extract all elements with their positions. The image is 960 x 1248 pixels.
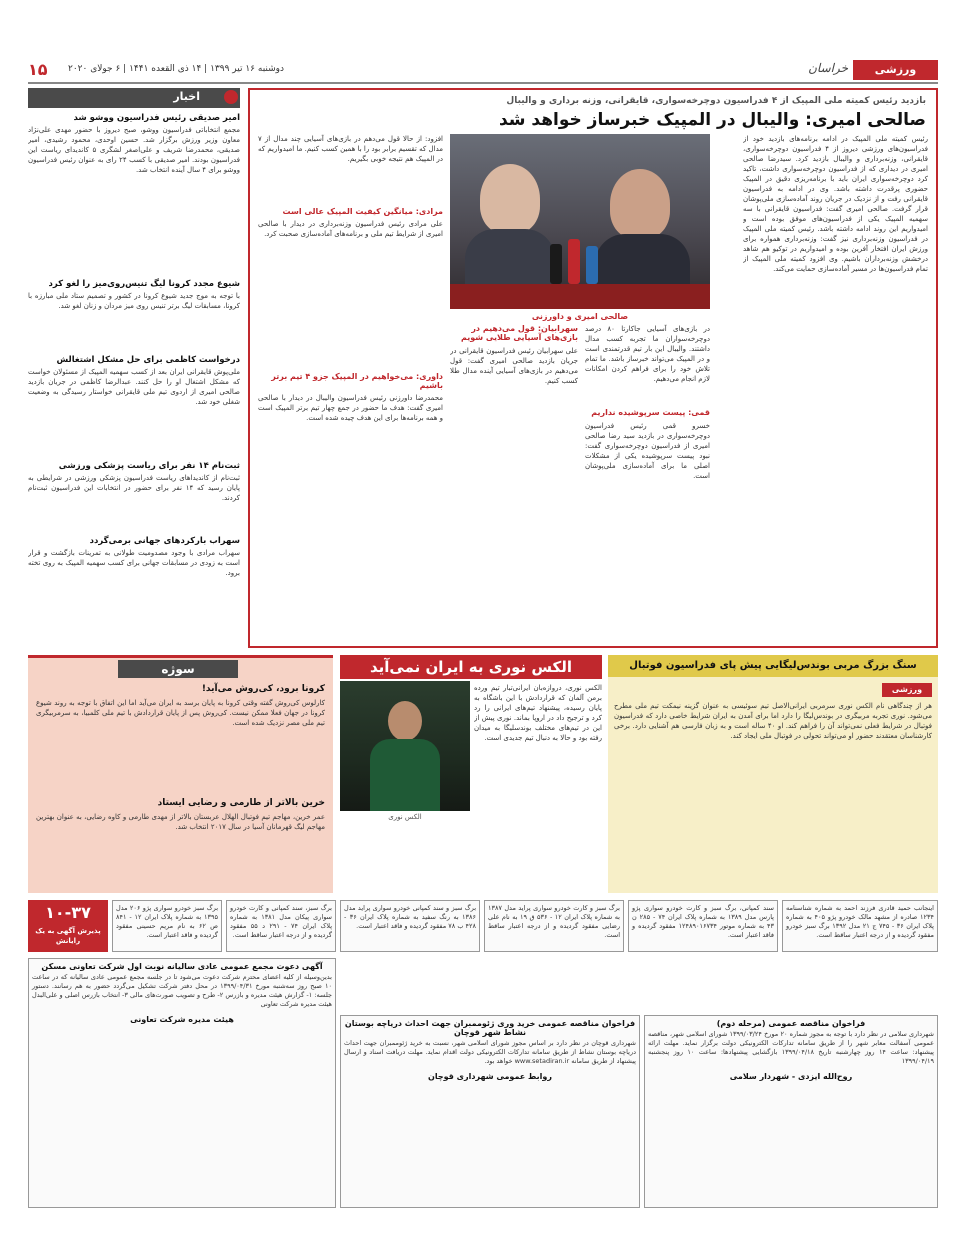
news-column-title: اخبار [28, 88, 240, 108]
alex-photo [340, 681, 470, 811]
ad-salami-tender [644, 1015, 938, 1208]
page-number: ۱۵ [28, 60, 48, 79]
main-supertitle: بازدید رئیس کمیته ملی المپیک از ۴ فدراسیون دوچرخه‌سواری، قایقرانی، وزنه برداری و والیبال [506, 96, 926, 106]
sang-body: هر از چندگاهی نام الکس نوری سرمربی ایرانی‌الاصل تیم سوئیسی به عنوان گزینه نیمکت تیم ملی مطرح می‌شود. نوری تجربه مربیگری در بوندس‌لیگا را دارد اما برای آمدن به ایران شرایط خاصی دارد که فدراسیون فوتبال در شرایط فعلی نمی‌تواند آن را فراهم کند. او ۴۰ ساله است و به زبان فارسی هم آشنایی دارد. برخی کارشناسان معتقدند حضور او می‌تواند تحولی در فوتبال ملی ایجاد کند. [614, 702, 932, 740]
news-item [28, 278, 240, 348]
ad-signer: روابط عمومی شهرداری قوچان [428, 1072, 552, 1081]
ad-title: آگهی دعوت مجمع عمومی عادی سالیانه نوبت اول شرکت تعاونی مسکن [41, 962, 323, 971]
sozhe-body: عمر خرین، مهاجم تیم فوتبال الهلال عربستان بالاتر از مهدی طارمی و کاوه رضایی، به عنوان بهترین مهاجم لیگ قهرمانان آسیا در سال ۲۰۱۷ انتخاب شد. [36, 813, 325, 831]
sozhe-label: سوژه [118, 660, 238, 678]
news-body: ملی‌پوش قایقرانی ایران بعد از کسب سهمیه المپیک از مسئولان خواست که مشکل اشتغال او را حل کنند. عبدالرضا کاظمی در جریان بازدید صالحی امیری از اردوی تیم ملی قایقرانی خواستار رسیدگی به وضعیت شغلی خود شد. [28, 368, 240, 406]
news-item [28, 354, 240, 454]
ads-number-box [28, 900, 108, 952]
page-header [28, 58, 938, 84]
alex-caption: الکس نوری [388, 813, 422, 821]
classified-ad-text: برگ سبز و سند کمپانی خودرو سواری پراید مدل ۱۳۸۶ به رنگ سفید به شماره پلاک ایران ۳۶ - ۴۲۸ ب ۷۸ مفقود گردیده و فاقد اعتبار است. [344, 904, 476, 930]
news-body: با توجه به موج جدید شیوع کرونا در کشور و تصمیم ستاد ملی مبارزه با کرونا، مسابقات لیگ برتر تنیس روی میز مردان و زنان لغو شد. [28, 292, 240, 310]
player-head-figure [388, 701, 422, 741]
sozhe-box [28, 655, 333, 893]
news-bullet-icon [224, 90, 238, 104]
classified-ad-text: برگ سبز و کارت خودرو سواری پراید مدل ۱۳۸۷ به شماره پلاک ایران ۱۲ - ۵۳۶ ق ۱۹ به نام علی رضایی مفقود گردیده و از درجه اعتبار ساقط است. [488, 904, 620, 939]
sang-story [608, 655, 938, 893]
person-left-figure [480, 164, 540, 234]
ad-title: فراخوان مناقصه عمومی خرید وری ژئوممبران جهت احداث دریاچه بوستان نشاط شهر قوچان [344, 1019, 636, 1037]
sub-body: محمدرضا داورزنی رئیس فدراسیون والیبال در دیدار با صالحی امیری گفت: هدف ما حضور در جمع چهار تیم برتر المپیک است و همه برنامه‌ها برای این هدف چیده شده است. [258, 394, 443, 422]
classified-ad [484, 900, 624, 952]
news-headline: شیوع مجدد کرونا لیگ تنیس‌روی‌میز را لغو کرد [48, 279, 240, 289]
classified-ad-text: اینجانب حمید قادری فرزند احمد به شماره شناسنامه ۱۲۳۴ صادره از مشهد مالک خودرو پژو ۴۰۵ به شماره پلاک ایران ۳۶ - ۷۴۵ ج ۲۱ مدل ۱۳۹۲ برگ سبز خودرو مفقود گردیده و از درجه اعتبار ساقط است. [786, 904, 934, 939]
microphone-icon [568, 239, 580, 284]
ad-quchan-tender [340, 1015, 640, 1208]
classified-ad [226, 900, 336, 952]
classified-ad [112, 900, 222, 952]
sub-body: خسرو قمی رئیس فدراسیون دوچرخه‌سواری در بازدید سید رضا صالحی امیری از فدراسیون دوچرخه‌سواری گفت: نبود پیست سرپوشیده یکی از مشکلات اصلی ما برای آماده‌سازی ملی‌پوشان است. [585, 422, 710, 480]
issue-date: دوشنبه ۱۶ تیر ۱۳۹۹ | ۱۴ ذی القعده ۱۴۴۱ | ۶ جولای ۲۰۲۰ [68, 64, 285, 74]
sub-body: علی سهرابیان رئیس فدراسیون قایقرانی در جریان بازدید صالحی امیری گفت: قول می‌دهیم در بازی‌های آسیایی آینده مدال طلا کسب کنیم. [450, 347, 578, 385]
sang-section-logo: ورزشی [882, 683, 932, 697]
classified-ad [628, 900, 778, 952]
sub-body: علی مرادی رئیس فدراسیون وزنه‌برداری در دیدار با صالحی امیری از شرایط تیم ملی و برنامه‌های آماده‌سازی صحبت کرد. [258, 220, 443, 238]
main-story [248, 88, 938, 648]
ads-number-sub: پذیرش آگهی به یک رایانش [35, 927, 101, 945]
player-shirt-figure [370, 739, 440, 811]
ad-body: بدین‌وسیله از کلیه اعضای محترم شرکت دعوت می‌شود تا در جلسه مجمع عمومی عادی سالیانه که در ساعت ۱۰ صبح روز سه‌شنبه مورخ ۱۳۹۹/۰۴/۳۱ در محل دفتر شرکت تشکیل می‌گردد حضور به هم رسانند. دستور جلسه: ۱- گزارش هیئت مدیره و بازرس ۲- طرح و تصویب صورت‌های مالی ۳- انتخاب بازرس اصلی و علی‌البدل هیئت مدیره شرکت تعاونی [32, 973, 333, 1008]
sub-headline: مرادی: میانگین کیفیت المپیک عالی است [282, 207, 443, 216]
ad-body: شهرداری قوچان در نظر دارد بر اساس مجوز شورای اسلامی شهر، نسبت به خرید ژئوممبران جهت احداث دریاچه بوستان نشاط از طریق سامانه تدارکات الکترونیکی دولت اقدام نماید. مهلت دریافت اسناد و ارسال پیشنهاد از طریق سامانه www.setadiran.ir خواهد بود. [344, 1039, 636, 1065]
main-col-right: رئیس کمیته ملی المپیک در ادامه برنامه‌های بازدید خود از فدراسیون‌های ورزشی دیروز از ۴ فدراسیون دوچرخه‌سواری، قایقرانی، وزنه‌برداری و والیبال بازدید کرد. سیدرضا صالحی امیری در دیداری که از فدراسیون دوچرخه‌سواری داشت، تاکید کرد دوچرخه‌سواری ایران باید با برنامه‌ریزی دقیق در المپیک حضوری پرقدرت داشته باشد. وی در ادامه به فدراسیون قایقرانی رفت و از نزدیک در جریان روند آماده‌سازی ملی‌پوشان قرار گرفت. صالحی امیری گفت: فدراسیون قایقرانی با سه سهمیه المپیک یکی از فدراسیون‌های موفق بوده است و امیدواریم این روند ادامه داشته باشد. رئیس کمیته ملی المپیک در فدراسیون وزنه‌برداری نیز گفت: وزنه‌برداری همواره برای ورزش ایران افتخار آفرین بوده و امیدواریم در توکیو هم شاهد درخشش وزنه‌برداران باشیم. وی افزود کمیته ملی المپیک از تمام فدراسیون‌ها در مسیر آماده‌سازی حمایت می‌کند. [743, 135, 928, 273]
news-headline: امیر صدیقی رئیس فدراسیون ووشو شد [73, 113, 240, 123]
main-col-middle [450, 324, 710, 639]
sozhe-body: کارلوس کی‌روش گفته وقتی کرونا به پایان برسد به ایران می‌آید اما این اتفاق با توجه به روند شیوع کرونا در جهان فعلا ممکن نیست. کی‌روش پس از پایان قراردادش با تیم ملی کلمبیا، به سرمربیگری تیم ملی مصر نزدیک شده است. [36, 699, 325, 727]
main-left-text: افزود: از حالا قول می‌دهم در بازی‌های آسیایی چند مدال از ۷ مدال که تقسیم برابر بود را با همین کسب کنیم. ما امیدواریم که در المپیک هم نتیجه خوبی بگیریم. [258, 135, 443, 163]
sub-headline: داوری: می‌خواهیم در المپیک جزو ۴ تیم برتر باشیم [271, 372, 443, 390]
alex-title: الکس نوری به ایران نمی‌آید [340, 655, 602, 679]
ad-body: شهرداری سلامی در نظر دارد با توجه به مجوز شماره ۲۰ مورخ ۱۳۹۹/۰۳/۲۴ شورای اسلامی شهر، مناقصه عمومی آسفالت معابر شهر را از طریق سامانه تدارکات الکترونیکی دولت برگزار نماید. مهلت ارائه پیشنهاد: ساعت ۱۴ روز چهارشنبه تاریخ ۱۳۹۹/۰۴/۱۸ بازگشایی پیشنهادها: ساعت ۱۰ روز پنجشنبه ۱۳۹۹/۰۴/۱۹ [648, 1030, 934, 1065]
table-surface [450, 284, 710, 309]
main-mid-text: در بازی‌های آسیایی جاکارتا ۸۰ درصد دوچرخه‌سواران ما تجربه کسب مدال داشتند. والیبال این بار تیم قدرتمندی است و در المپیک می‌تواند خبرساز باشد. ما تمام تلاش خود را برای فراهم کردن امکانات لازم انجام می‌دهیم. [585, 325, 710, 383]
ad-cooperative-meeting [28, 958, 336, 1208]
news-body: مجمع انتخاباتی فدراسیون ووشو، صبح دیروز با حضور مهدی علی‌نژاد معاون وزیر ورزش برگزار شد. حسین اوحدی، محمود رشیدی، امیر صدیقی، محمدرضا شریف و علی‌اصغر لشگری ۵ کاندیدای ریاست این فدراسیون بودند. امیر صدیقی با کسب ۲۴ رای به عنوان رئیس فدراسیون ووشو برای ۴ سال آینده انتخاب شد. [28, 126, 240, 174]
sub-headline: سهرابیان: قول می‌دهیم در بازی‌های آسیایی طلایی شویم [460, 324, 578, 342]
section-logo: ورزشی [853, 60, 938, 80]
main-photo [450, 134, 710, 309]
alex-body: الکس نوری، دروازه‌بان ایرانی‌تبار تیم ورده برمن آلمان که قراردادش با این باشگاه به پایان رسیده، پیشنهاد تیم‌های ایرانی را رد کرد و ترجیح داد در اروپا بماند. نوری پیش از این در تیم‌های مختلف بوندسلیگا به میدان رفته بود و حالا به دنبال تیم جدیدی است. [474, 684, 602, 742]
header-signature: خراسان [808, 61, 848, 75]
alex-body-continued [340, 825, 470, 891]
sang-title: سنگ بزرگ مربی بوندس‌لیگایی پیش پای فدراسیون فوتبال [608, 655, 938, 677]
news-item [28, 112, 240, 272]
news-body: سهراب مرادی با وجود مصدومیت طولانی به تمرینات بازگشت و قرار است به زودی در مسابقات جهانی برای کسب سهمیه المپیک به روی تخته برود. [28, 549, 240, 577]
classified-ad-text: برگ سبز، سند کمپانی و کارت خودرو سواری پیکان مدل ۱۳۸۱ به شماره پلاک ایران ۷۴ - ۲۹۱ د ۵۵ مفقود گردیده و از درجه اعتبار ساقط است. [230, 904, 333, 939]
classified-ad [782, 900, 938, 952]
news-item [28, 460, 240, 530]
ad-signer: روح‌الله ایزدی - شهردار سلامی [729, 1072, 853, 1081]
sub-headline: قمی: پیست سرپوشیده نداریم [591, 408, 710, 417]
main-col-left [258, 134, 443, 639]
ads-number: ۱۰-۳۷ [45, 903, 91, 922]
news-headline: ثبت‌نام ۱۴ نفر برای ریاست پزشکی ورزشی [58, 461, 240, 471]
classified-ad-text: برگ سبز خودرو سواری پژو ۲۰۶ مدل ۱۳۹۵ به شماره پلاک ایران ۱۲ - ۸۴۱ ص ۶۲ به نام مریم حسینی مفقود گردیده و فاقد اعتبار است. [116, 904, 219, 939]
sozhe-headline: کرونا برود، کی‌روش می‌آید! [201, 684, 325, 694]
microphone-icon [550, 244, 562, 284]
alex-story [340, 655, 602, 893]
main-title: صالحی امیری: والیبال در المپیک خبرساز خواهد شد [498, 110, 926, 130]
sozhe-headline: خرین بالاتر از طارمی و رضایی ایستاد [157, 798, 325, 808]
ad-signer: هیئت مدیره شرکت تعاونی [130, 1015, 234, 1024]
microphone-icon [586, 246, 598, 284]
news-body: ثبت‌نام از کاندیداهای ریاست فدراسیون پزشکی ورزشی در شرایطی به پایان رسید که ۱۴ نفر برای حضور در انتخابات این فدراسیون ثبت‌نام کردند. [28, 474, 240, 502]
news-item [28, 535, 240, 645]
news-headline: درخواست کاظمی برای حل مشکل اشتغالش [56, 355, 240, 365]
photo-caption: صالحی امیری و داورزنی [531, 312, 629, 321]
ad-title: فراخوان مناقصه عمومی (مرحله دوم) [716, 1019, 866, 1028]
classified-ad [340, 900, 480, 952]
person-right-figure [610, 169, 670, 239]
news-headline: سهراب بارکردهای جهانی برمی‌گردد [89, 536, 240, 546]
classified-ad-text: سند کمپانی، برگ سبز و کارت خودرو سواری پژو پارس مدل ۱۳۸۹ به شماره پلاک ایران ۷۴ - ۲۸۵ ن ۴۳ به شماره موتور ۱۲۴۸۹۰۱۶۷۳۴ مفقود گردیده و فاقد اعتبار است. [632, 904, 774, 939]
